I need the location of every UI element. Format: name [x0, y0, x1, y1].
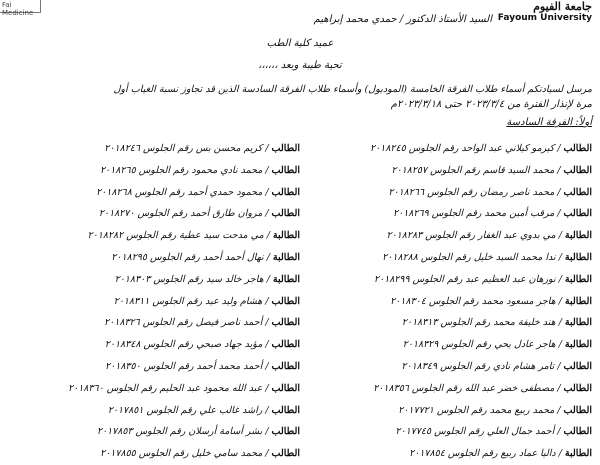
list-item: الطالبة / مي بدوي عبد الغفار رقم الجلوس ٢٠١٨٢٨٣ [386, 230, 592, 242]
list-item: الطالب / كريم محسن بس رقم الجلوس ٢٠١٨٢٤٦ [104, 143, 300, 154]
faculty-logo-text: Fai Medicine [2, 1, 34, 17]
list-item: الطالب / أحمد محمد أحمد رقم الجلوس ٢٠١٨٣٥٠ [105, 360, 300, 372]
list-item: الطالب / محمد السيد قاسم رقم الجلوس ٢٠١٨٢٥٧ [391, 164, 592, 176]
list-item: الطالب / مرقب أمين محمد رقم الجلوس ٢٠١٨٢٦٩ [392, 208, 592, 220]
list-item: الطالب / محمد نادي محمود رقم الجلوس ٢٠١٨٢٦٥ [99, 164, 300, 176]
list-item: الطالبة / مي مدحت سيد عطية رقم الجلوس ٢٠١٨٢٨٢ [87, 230, 300, 242]
list-item: الطالبة / ندا محمد السيد خليل رقم الجلوس ٢٠١٨٢٨٨ [382, 251, 592, 263]
list-item: الطالب / مروان طارق أحمد رقم الجلوس ٢٠١٨٢٧٠ [98, 208, 300, 220]
student-list-left [8, 138, 300, 465]
list-item: الطالبة / هاجر عادل يحي رقم الجلوس ٢٠١٨٣٢٩ [402, 339, 592, 351]
list-item: الطالب / محمد ربيع محمد رقم الجلوس ٢٠١٧٧٢١ [398, 404, 592, 416]
university-name-en: Fayoum University [497, 13, 592, 23]
list-item: الطالبة / داليا عماد ربيع رقم الجلوس ٢٠١٧٨٥٤ [409, 448, 592, 460]
university-header [498, 0, 592, 23]
list-item: الطالب / عبد الله محمود عبد الحليم رقم الجلوس ٢٠١٨٣٦٠ [68, 382, 300, 394]
list-item: الطالبة / هاجر خالد سيد رقم الجلوس ٢٠١٨٣٠٣ [114, 273, 300, 285]
list-item: الطالب / تامر هشام نادي رقم الجلوس ٢٠١٨٣٤٩ [401, 360, 592, 372]
list-item: الطالب / أحمد جمال العلي رقم الجلوس ٢٠١٧٧٤٥ [395, 426, 592, 438]
dean-title: عميد كلية الطب [266, 38, 334, 49]
list-item: الطالب / بشر أسامة أرسلان رقم الجلوس ٢٠١٧٨٥٣ [96, 426, 300, 438]
list-item: الطالبة / نورهان عبد العظيم عبد رقم الجلوس ٢٠١٨٢٩٩ [373, 273, 592, 285]
university-name-ar: جامعة الفيوم [533, 0, 592, 13]
list-item: الطالب / راشد غالب علي رقم الجلوس ٢٠١٧٨٥١ [107, 404, 300, 416]
list-item: الطالبة / هند خليفة محمد رقم الجلوس ٢٠١٨٣١٣ [401, 317, 592, 329]
section-heading: أولاً: الفرقة السادسة [506, 117, 592, 128]
faculty-logo [0, 0, 41, 17]
list-item: الطالب / محمد سامي خليل رقم الجلوس ٢٠١٧٨٥٥ [100, 448, 300, 460]
list-item: الطالب / مصطفى خضر عبد الله رقم الجلوس ٢٠١٨٣٥٦ [373, 382, 592, 394]
list-item: الطالب / كيرمو كيلاني عبد الواحد رقم الجلوس ٢٠١٨٢٤٥ [369, 143, 592, 154]
body-line-2: مرة لإنذار الفترة من ٢٠٢٣/٣/٤ حتى ٢٠٢٣/٣/١٨م [390, 99, 592, 110]
list-item: الطالب / أحمد ناصر فيصل رقم الجلوس ٢٠١٨٣٢٦ [104, 317, 300, 329]
list-item: الطالب / محمد ناصر رمضان رقم الجلوس ٢٠١٨٢٦٦ [388, 186, 592, 198]
greeting: تحية طيبة وبعد ،،،،،، [258, 60, 342, 71]
addressee: السيد الأستاذ الدكتور / حمدي محمد إبراهيم [313, 14, 492, 25]
list-item: الطالب / محمود حمدي أحمد رقم الجلوس ٢٠١٨٢٦٨ [96, 186, 300, 198]
list-item: الطالبة / هاجر مسعود محمد رقم الجلوس ٢٠١٨٣٠٤ [390, 295, 592, 307]
list-item: الطالبة / نهال أحمد أحمد رقم الجلوس ٢٠١٨٢٩٥ [111, 251, 300, 263]
list-item: الطالب / هشام وليد عيد رقم الجلوس ٢٠١٨٣١١ [113, 295, 300, 307]
body-line-1: مرسل لسيادتكم أسماء طلاب الفرقة الخامسة (الموديول) وأسماء طلاب الفرقة السادسة الذين قد تجاوز نسبة الغياب أول [113, 84, 592, 95]
list-item: الطالب / مؤيد جهاد صبحي رقم الجلوس ٢٠١٨٣٤٨ [104, 339, 300, 351]
student-list-right [302, 138, 592, 465]
